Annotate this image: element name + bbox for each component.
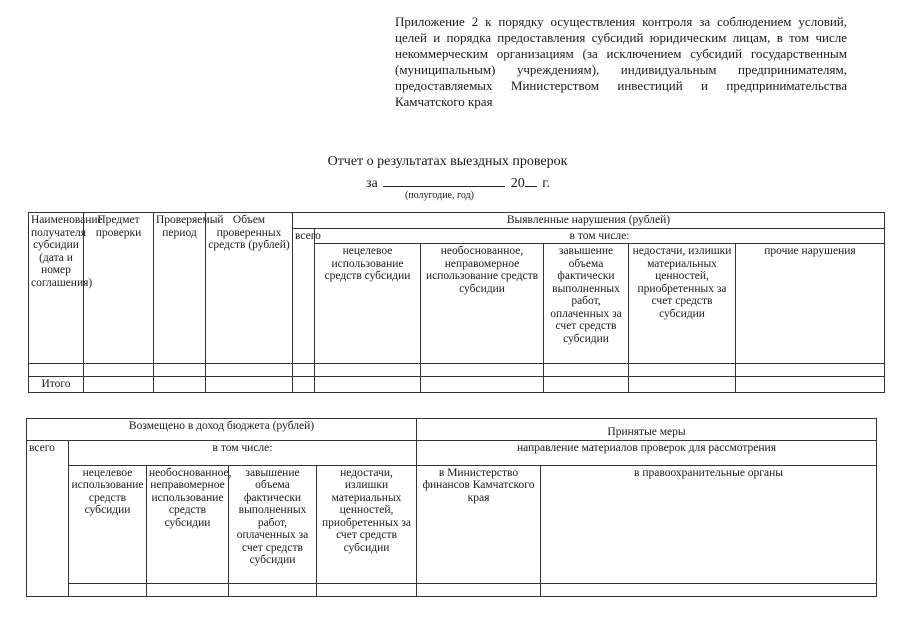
violation-type-overstatement: завышение объема фактически выполненных работ, оплаченных за счет средств субсидии [544,244,629,364]
period-suffix: г. [542,176,550,191]
year-blank-field[interactable] [525,172,537,187]
cell[interactable] [544,364,629,377]
cell[interactable] [84,377,154,393]
col-recipient-header: Наименование получателя субсидии (дата и номер соглашения) [29,213,84,364]
cell[interactable] [736,377,885,393]
cell[interactable] [544,377,629,393]
cell[interactable] [317,583,417,596]
returned-type-shortage: недостачи, излишки материальных ценностей, приобретенных за счет средств субсидии [317,465,417,583]
referral-ministry-finance: в Министерство финансов Камчатского края [417,465,541,583]
cell[interactable] [84,364,154,377]
cell[interactable] [206,377,293,393]
returned-total-header: всего [27,440,69,596]
violation-type-shortage: недостачи, излишки материальных ценностей, приобретенных за счет средств субсидии [629,244,736,364]
returned-type-misuse: нецелевое использование средств субсидии [69,465,147,583]
report-period-line [366,172,550,192]
violation-type-unjustified: необоснованное, неправомерное использование средств субсидии [421,244,544,364]
cell[interactable] [154,377,206,393]
returned-including-header: в том числе: [69,440,417,465]
report-title: Отчет о результатах выездных проверок [327,154,568,169]
col-period-header: Проверяемый период [154,213,206,364]
referral-law-enforcement: в правоохранительные органы [541,465,877,583]
violation-type-misuse: нецелевое использование средств субсидии [315,244,421,364]
measures-header: Принятые меры [417,419,877,441]
cell[interactable] [154,364,206,377]
violations-header: Выявленные нарушения (рублей) [293,213,885,229]
cell[interactable] [629,377,736,393]
violation-type-other: прочие нарушения [736,244,885,364]
table-row [29,364,885,377]
cell[interactable] [421,364,544,377]
period-year: 20 [510,176,525,191]
violations-table [28,212,885,393]
cell[interactable] [293,377,315,393]
cell[interactable] [417,583,541,596]
referral-header: направление материалов проверок для рассмотрения [417,440,877,465]
returned-type-unjustified: необоснованное, неправомерное использование средств субсидии [147,465,229,583]
violations-total-header: всего [293,228,315,364]
period-hint: (полугодие, год) [405,190,474,201]
total-row [29,377,885,393]
col-volume-header: Объем проверенных средств (рублей) [206,213,293,364]
cell[interactable] [315,377,421,393]
cell[interactable] [421,377,544,393]
period-blank-field[interactable] [383,172,505,187]
returned-type-overstatement: завышение объема фактически выполненных работ, оплаченных за счет средств субсидии [229,465,317,583]
cell[interactable] [315,364,421,377]
cell[interactable] [229,583,317,596]
appendix-header-note: Приложение 2 к порядку осуществления контроля за соблюдением условий, целей и порядка предоставления субсидий юридическим лицам, в том числе некоммерческим организациям (за исключением субсидий государственным (муниципальным) учреждениям), индивидуальным предпринимателям, предоставляемых Министерством инвестиций и предпринимательства Камчатского края [395,14,847,109]
total-row-label: Итого [29,377,84,393]
returned-header: Возмещено в доход бюджета (рублей) [27,419,417,441]
col-subject-header: Предмет проверки [84,213,154,364]
cell[interactable] [541,583,877,596]
period-prefix: за [366,176,378,191]
cell[interactable] [69,583,147,596]
cell[interactable] [29,364,84,377]
table-row [27,583,877,596]
violations-including-header: в том числе: [315,228,885,244]
cell[interactable] [736,364,885,377]
measures-table [26,418,877,597]
cell[interactable] [293,364,315,377]
cell[interactable] [147,583,229,596]
report-title-block [0,153,895,171]
cell[interactable] [629,364,736,377]
cell[interactable] [206,364,293,377]
